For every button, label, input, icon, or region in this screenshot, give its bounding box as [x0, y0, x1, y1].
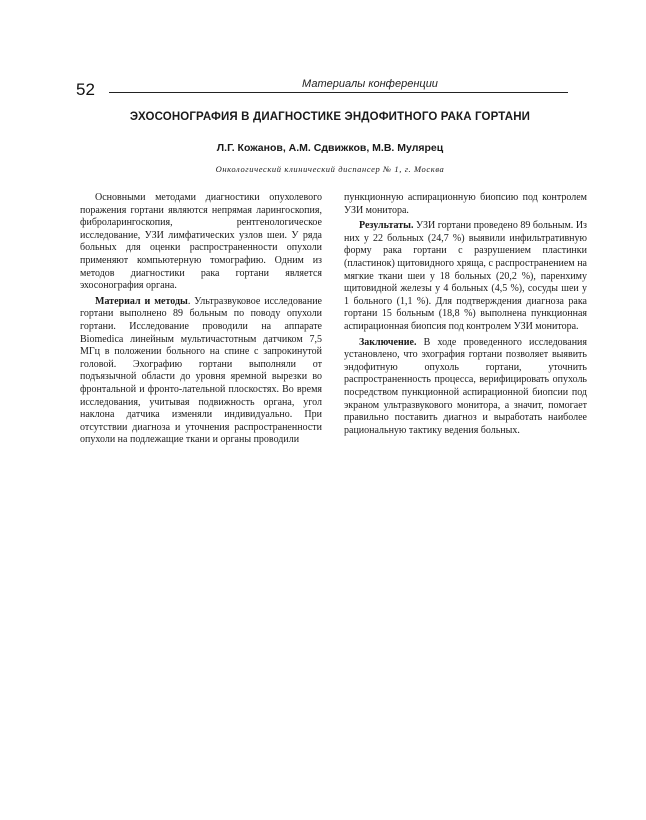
header-rule	[109, 92, 568, 93]
methods-text: . Ультразвуковое исследование гортани выполнено 89 больным по поводу опухоли гортани. Исследование проводили на аппарате Biomedica линейным мультичастотным датчиком 7,5 МГц в положении больного на спине с запрокинутой головой. Эхографию гортани выполняли от подъязычной области до уровня яремной вырезки во фронтальной и фронто-лательной плоскостях. Во время исследования, учитывая подвижность органа, угол наклона датчика изменяли индивидуально. При отсутствии диагноза и уточнения распространенности опухоли на подлежащие ткани и органы проводили	[80, 295, 322, 446]
conclusion-text: В ходе проведенного исследования установлено, что эхография гортани позволяет выявить эндофитную опухоль гортани, уточнить распространенность процесса, верифицировать опухоль посредством пункционной аспирационной биопсии под экраном ультразвукового монитора, а значит, помогает правильно поставить диагноз и выработать наиболее рациональную тактику ведения больных.	[344, 336, 587, 436]
methods-continued: пункционную аспирационную биопсию под контролем УЗИ монитора.	[344, 192, 587, 216]
methods-paragraph	[80, 296, 322, 447]
left-column	[80, 192, 322, 450]
article-title: ЭХОСОНОГРАФИЯ В ДИАГНОСТИКЕ ЭНДОФИТНОГО РАКА ГОРТАНИ	[129, 111, 531, 123]
results-text: УЗИ гортани проведено 89 больным. Из них у 22 больных (24,7 %) выявили инфильтративную форму рака гортани с разрушением пластинки (пластинок) щитовидного хряща, с распространением на мягкие ткани шеи у 18 больных (20,2 %), паренхиму щитовидной железы у 4 больных (4,5 %), сосуды шеи у 1 больного (1,1 %). Для подтверждения диагноза рака гортани 15 больным (18,8 %) выполнена пункционная аспирационная биопсия под контролем УЗИ монитора.	[344, 220, 587, 332]
conclusion-paragraph	[344, 337, 587, 438]
page-number: 52	[76, 80, 95, 99]
conclusion-heading: Заключение.	[359, 336, 417, 348]
authors: Л.Г. Кожанов, А.М. Сдвижков, М.В. Мулярец	[216, 142, 444, 154]
running-header: Материалы конференции	[302, 78, 438, 90]
results-paragraph	[344, 220, 587, 333]
right-column	[344, 192, 587, 440]
affiliation: Онкологический клинический диспансер № 1, г. Москва	[215, 164, 445, 174]
results-heading: Результаты.	[359, 220, 414, 232]
methods-heading: Материал и методы	[95, 295, 188, 307]
intro-paragraph: Основными методами диагностики опухолевого поражения гортани являются непрямая ларингоскопия, фиброларингоскопия, рентгенологическое исследование, УЗИ лимфатических узлов шеи. У ряда больных для оценки распространенности опухоли применяют компьютерную томографию. Одним из методов диагностики рака гортани является эхосонография органа.	[80, 192, 322, 292]
